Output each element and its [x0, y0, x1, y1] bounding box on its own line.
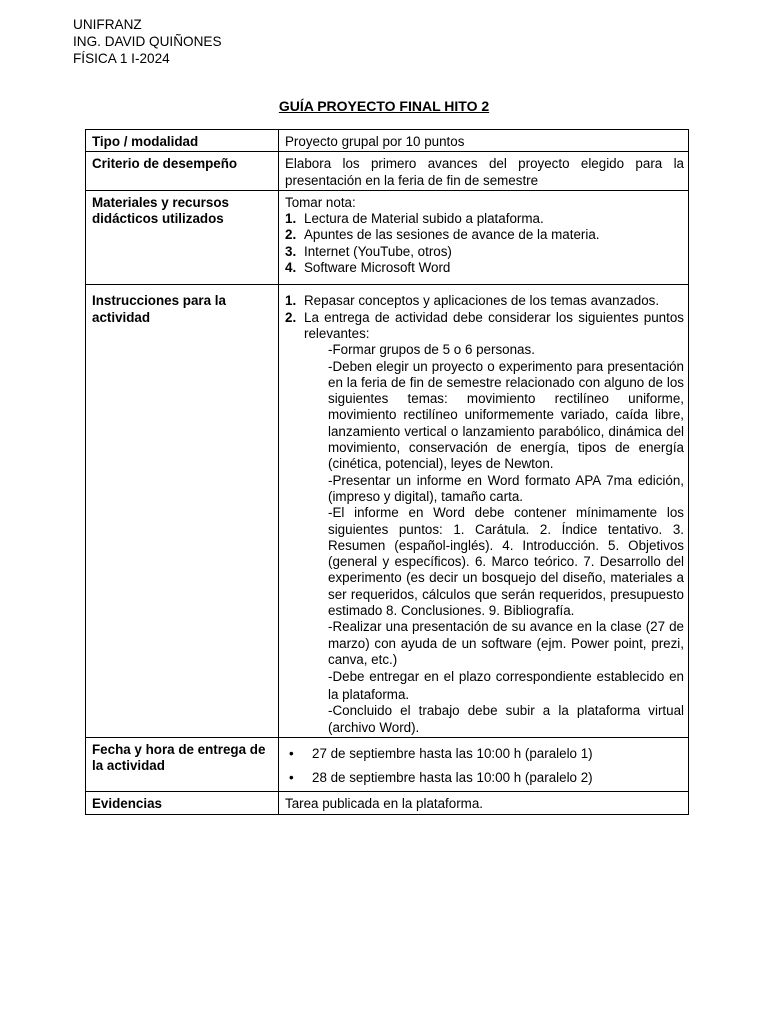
list-text: Internet (YouTube, otros) [304, 243, 452, 259]
label-tipo: Tipo / modalidad [86, 130, 279, 152]
materiales-intro: Tomar nota: [285, 194, 356, 210]
fecha-list [289, 742, 684, 791]
document-title: GUÍA PROYECTO FINAL HITO 2 [278, 98, 490, 114]
list-item [285, 211, 684, 227]
list-item [285, 227, 684, 243]
list-text: 27 de septiembre hasta las 10:00 h (paralelo 1) [312, 745, 593, 761]
label-materiales: Materiales y recursos didácticos utilizados [86, 190, 279, 284]
label-evidencias: Evidencias [86, 792, 279, 814]
materiales-list [285, 211, 684, 276]
label-instrucciones: Instrucciones para la actividad [86, 285, 279, 737]
list-item [289, 766, 684, 790]
document-header [73, 16, 222, 67]
point-item: -El informe en Word debe contener mínimamente los siguientes puntos: 1. Carátula. 2. Índice tentativo. 3. Resumen (español-inglés). 4. Introducción. 5. Objetivos (general y específicos). 6. Marco teórico. 7. Desarrollo del experimento (es decir un bosquejo del diseño, materiales a ser requeridos, cálculos que serán requeridos, presupuesto estimado 8. Conclusiones. 9. Bibliografía. [328, 505, 684, 619]
header-course: FÍSICA 1 I-2024 [73, 51, 170, 66]
header-institution: UNIFRANZ [73, 17, 142, 32]
row-fecha [86, 737, 689, 792]
list-number: 3. [285, 243, 297, 259]
point-item: -Deben elegir un proyecto o experimento para presentación en la feria de fin de semestre relacionado con alguno de los siguientes temas: movimiento rectilíneo uniforme, movimiento rectilíneo uniformemente variado, caída libre, lanzamiento vertical o lanzamiento parabólico, dinámica del movimiento, conservación de energía, tipos de energía (cinética, potencial), leyes de Newton. [328, 358, 684, 472]
list-text: 28 de septiembre hasta las 10:00 h (paralelo 2) [312, 770, 593, 786]
list-item [285, 244, 684, 260]
label-criterio: Criterio de desempeño [86, 152, 279, 191]
list-number: 1. [285, 211, 297, 227]
value-evidencias: Tarea publicada en la plataforma. [279, 792, 689, 814]
value-materiales [279, 190, 689, 284]
point-item: -Concluido el trabajo debe subir a la plataforma virtual (archivo Word). [328, 703, 684, 735]
instrucciones-list [285, 293, 684, 342]
value-fecha [279, 737, 689, 792]
instrucciones-points [285, 342, 684, 736]
point-item: -Debe entregar en el plazo correspondiente establecido en la plataforma. [328, 669, 684, 702]
value-criterio: Elabora los primero avances del proyecto elegido para la presentación en la feria de fin de semestre [279, 152, 689, 191]
list-number: 1. [285, 293, 297, 309]
point-item: -Formar grupos de 5 o 6 personas. [328, 342, 535, 358]
row-evidencias [86, 792, 689, 814]
list-item [285, 260, 684, 276]
bullet-icon: • [289, 770, 294, 786]
list-number: 4. [285, 260, 297, 276]
row-criterio [86, 152, 689, 191]
row-tipo [86, 130, 689, 152]
list-text: La entrega de actividad debe considerar los siguientes puntos relevantes: [304, 309, 684, 341]
point-item: -Realizar una presentación de su avance en la clase (27 de marzo) con ayuda de un software (ejm. Power point, prezi, canva, etc.) [328, 619, 684, 667]
row-instrucciones [86, 285, 689, 737]
list-text: Software Microsoft Word [304, 260, 451, 276]
list-text: Repasar conceptos y aplicaciones de los temas avanzados. [304, 293, 660, 309]
row-materiales [86, 190, 689, 284]
value-instrucciones [279, 285, 689, 737]
guide-table [85, 129, 689, 815]
list-item [289, 742, 684, 766]
list-number: 2. [285, 227, 297, 243]
header-professor: ING. DAVID QUIÑONES [73, 34, 222, 49]
bullet-icon: • [289, 745, 294, 761]
label-fecha: Fecha y hora de entrega de la actividad [86, 737, 279, 792]
list-item [285, 310, 684, 343]
list-item [285, 293, 684, 309]
list-text: Apuntes de las sesiones de avance de la materia. [304, 227, 600, 243]
list-text: Lectura de Material subido a plataforma. [304, 211, 544, 227]
value-tipo: Proyecto grupal por 10 puntos [279, 130, 689, 152]
point-item: -Presentar un informe en Word formato APA 7ma edición, (impreso y digital), tamaño carta. [328, 472, 684, 504]
list-number: 2. [285, 309, 297, 325]
